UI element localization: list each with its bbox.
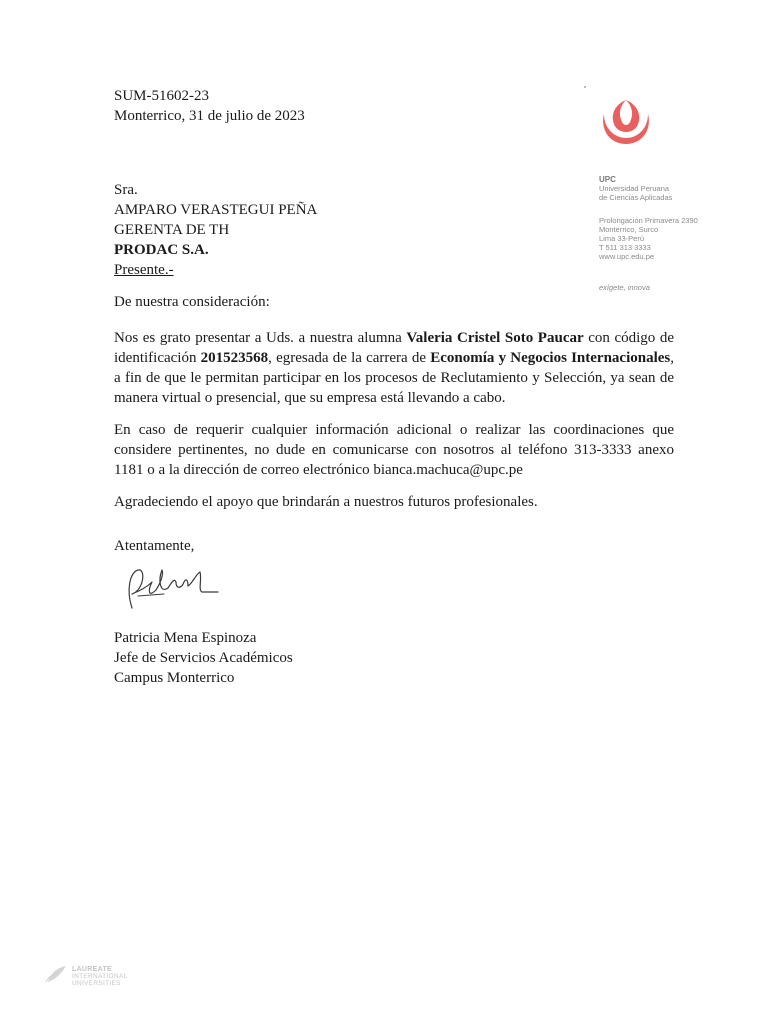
student-id: 201523568 bbox=[200, 350, 269, 366]
recipient-salutation: Sra. bbox=[114, 182, 138, 198]
recipient-name: AMPARO VERASTEGUI PEÑA bbox=[114, 202, 318, 218]
career-name: Economía y Negocios Internacionales bbox=[430, 350, 671, 366]
university-line: de Ciencias Aplicadas bbox=[599, 193, 673, 202]
signer-name: Patricia Mena Espinoza bbox=[114, 630, 257, 646]
address-line: Monterrico, Surco bbox=[599, 225, 659, 234]
tagline: exígete, innova bbox=[599, 283, 650, 292]
address-block bbox=[599, 216, 749, 261]
text-fragment: con código de identificación bbox=[114, 330, 675, 366]
phone-line: T 511 313 3333 bbox=[599, 243, 651, 252]
address-line: Lima 33-Perú bbox=[599, 234, 645, 243]
student-name: Valeria Cristel Soto Paucar bbox=[406, 330, 584, 346]
paragraph-contact: En caso de requerir cualquier información adicional o realizar las coordinaciones que considere pertinentes, no dude en comunicarse con nosotros al teléfono 313-3333 anexo 1181 o a la dirección de correo electrónico bianca.machuca@upc.pe bbox=[114, 422, 674, 478]
text-fragment: , egresada de la carrera de bbox=[268, 350, 431, 366]
mark-dot bbox=[584, 86, 586, 88]
signer-block bbox=[114, 628, 293, 688]
signer-campus: Campus Monterrico bbox=[114, 670, 235, 686]
recipient-company: PRODAC S.A. bbox=[114, 242, 209, 258]
paragraph-presentation bbox=[114, 328, 674, 408]
footer-line: UNIVERSITIES bbox=[72, 980, 121, 987]
letter-body bbox=[114, 328, 674, 524]
signer-title: Jefe de Servicios Académicos bbox=[114, 650, 293, 666]
footer-brand: LAUREATE bbox=[72, 966, 112, 973]
upc-acronym: UPC bbox=[599, 175, 616, 184]
upc-logo-icon bbox=[598, 96, 654, 146]
text-fragment: , a fin de que le permitan participar en los procesos de Reclutamiento y Selección, ya sean de manera virtual o presencial, que su empresa está llevando a cabo. bbox=[114, 350, 674, 406]
laureate-footer bbox=[72, 966, 127, 987]
recipient-block bbox=[114, 180, 317, 280]
web-line: www.upc.edu.pe bbox=[599, 252, 655, 261]
recipient-presente: Presente.- bbox=[114, 262, 174, 278]
university-line: Universidad Peruana bbox=[599, 184, 670, 193]
university-sidebar bbox=[599, 175, 749, 292]
reference-code: SUM-51602-23 bbox=[114, 88, 210, 104]
greeting: De nuestra consideración: bbox=[114, 294, 270, 310]
text-fragment: Nos es grato presentar a Uds. a nuestra alumna bbox=[114, 330, 407, 346]
footer-line: INTERNATIONAL bbox=[72, 973, 128, 980]
paragraph-thanks: Agradeciendo el apoyo que brindarán a nuestros futuros profesionales. bbox=[114, 494, 538, 510]
handwritten-signature bbox=[118, 560, 222, 620]
closing: Atentamente, bbox=[114, 538, 195, 554]
place-date: Monterrico, 31 de julio de 2023 bbox=[114, 108, 305, 124]
recipient-role: GERENTA DE TH bbox=[114, 222, 230, 238]
reference-block bbox=[114, 86, 305, 126]
address-line: Prolongación Primavera 2390 bbox=[599, 216, 698, 225]
laureate-leaf-icon bbox=[44, 964, 68, 984]
university-name-block bbox=[599, 175, 749, 202]
